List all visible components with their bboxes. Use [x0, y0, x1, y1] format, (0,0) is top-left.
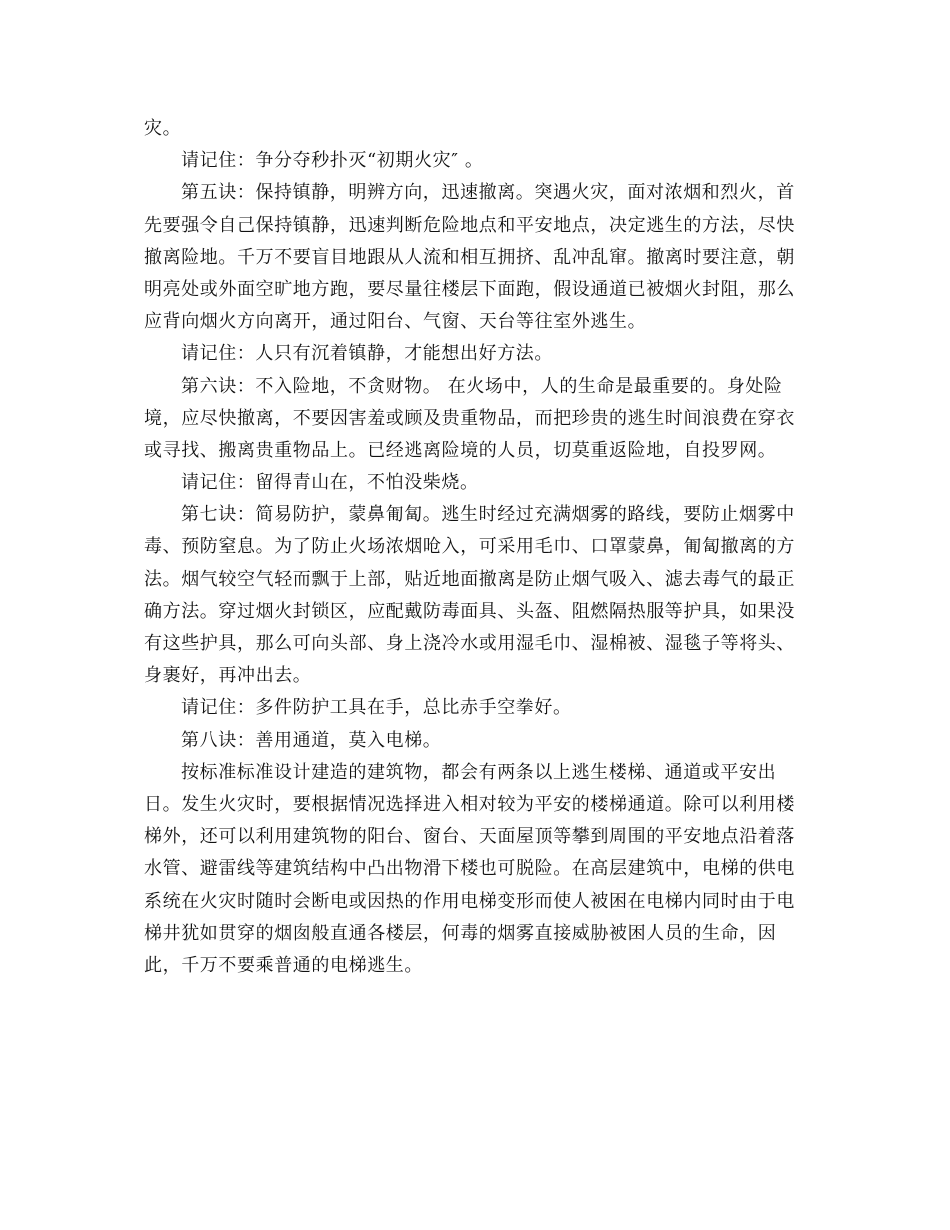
reminder-line: 请记住：留得青山在，不怕没柴烧。 — [181, 472, 479, 494]
text-line: 或寻找、搬离贵重物品上。已经逃离险境的人员，切莫重返险地，自投罗网。 — [144, 439, 777, 461]
reminder-line: 请记住：人只有沉着镇静，才能想出好方法。 — [181, 343, 553, 365]
text-line: 日。发生火灾时，要根据情况选择进入相对较为平安的楼梯通道。除可以利用楼 — [144, 793, 795, 815]
text-line: 水管、避雷线等建筑结构中凸出物滑下楼也可脱险。在高层建筑中，电梯的供电 — [144, 858, 795, 880]
text-line: 应背向烟火方向离开，通过阳台、气窗、天台等往室外逃生。 — [144, 311, 647, 333]
section-heading-line: 第五诀：保持镇静，明辨方向，迅速撤离。突遇火灾，面对浓烟和烈火，首 — [181, 182, 795, 204]
text-line: 此，千万不要乘普通的电梯逃生。 — [144, 954, 423, 976]
text-line: 先要强令自己保持镇静，迅速判断危险地点和平安地点，决定逃生的方法，尽快 — [144, 214, 795, 236]
text-line: 法。烟气较空气轻而飘于上部，贴近地面撤离是防止烟气吸入、滤去毒气的最正 — [144, 568, 795, 590]
text-line: 身裹好，再冲出去。 — [144, 665, 312, 687]
section-heading-line: 第八诀：善用通道，莫入电梯。 — [181, 729, 442, 751]
text-line: 境，应尽快撤离，不要因害羞或顾及贵重物品，而把珍贵的逃生时间浪费在穿衣 — [144, 407, 795, 429]
text-line: 有这些护具，那么可向头部、身上浇冷水或用湿毛巾、湿棉被、湿毯子等将头、 — [144, 633, 795, 654]
text-line: 系统在火灾时随时会断电或因热的作用电梯变形而使人被困在电梯内同时由于电 — [144, 890, 795, 912]
reminder-line: 请记住：多件防护工具在手，总比赤手空拳好。 — [181, 697, 572, 719]
text-line: 灾。 — [144, 118, 182, 139]
document-page — [144, 113, 812, 982]
section-heading-line: 第七诀：简易防护，蒙鼻匍匐。逃生时经过充满烟雾的路线，要防止烟雾中 — [181, 504, 795, 526]
text-line: 梯井犹如贯穿的烟囱般直通各楼层，何毒的烟雾直接威胁被困人员的生命，因 — [144, 922, 777, 944]
text-line: 确方法。穿过烟火封锁区，应配戴防毒面具、头盔、阻燃隔热服等护具，如果没 — [144, 600, 795, 622]
text-line: 撤离险地。千万不要盲目地跟从人流和相互拥挤、乱冲乱窜。撤离时要注意，朝 — [144, 246, 795, 268]
text-line: 按标准标准设计建造的建筑物，都会有两条以上逃生楼梯、通道或平安出 — [181, 761, 777, 783]
text-line: 梯外，还可以利用建筑物的阳台、窗台、天面屋顶等攀到周围的平安地点沿着落 — [144, 826, 795, 848]
section-heading-line: 第六诀：不入险地，不贪财物。 在火场中，人的生命是最重要的。身处险 — [181, 375, 783, 397]
text-line: 毒、预防窒息。为了防止火场浓烟呛入，可采用毛巾、口罩蒙鼻，匍匐撤离的方 — [144, 536, 795, 558]
reminder-line: 请记住：争分夺秒扑灭“初期火灾″ 。 — [181, 150, 484, 172]
text-line: 明亮处或外面空旷地方跑，要尽量往楼层下面跑，假设通道已被烟火封阻，那么 — [144, 278, 795, 300]
